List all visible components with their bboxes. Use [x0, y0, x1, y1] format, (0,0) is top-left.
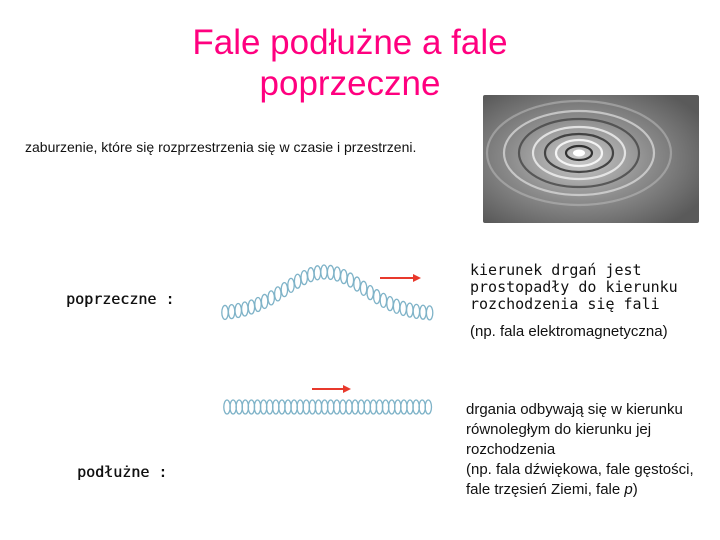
transverse-description: kierunek drgań jest prostopadły do kierunku rozchodzenia się fali — [470, 261, 678, 313]
spring-coil — [301, 271, 307, 285]
spring-coil — [255, 297, 261, 311]
spring-coil — [308, 268, 314, 282]
spring-coil — [370, 400, 376, 414]
spring-coil — [242, 400, 248, 414]
spring-coil — [297, 400, 303, 414]
spring-coil — [275, 287, 281, 301]
spring-coil — [248, 300, 254, 314]
spring-coil — [401, 400, 407, 414]
spring-coil — [279, 400, 285, 414]
spring-coil — [321, 400, 327, 414]
spring-coil — [419, 400, 425, 414]
spring-coil — [334, 267, 340, 281]
spring-coil — [268, 291, 274, 305]
longitudinal-description-block — [466, 400, 716, 500]
transverse-wave-spring — [215, 258, 445, 338]
spring-coil — [294, 274, 300, 288]
spring-coil — [352, 400, 358, 414]
spring-coil — [285, 400, 291, 414]
spring-coil — [387, 297, 393, 311]
spring-coil — [395, 400, 401, 414]
spring-coil — [260, 400, 266, 414]
title-line-2: poprzeczne — [259, 64, 441, 103]
slide-title — [140, 22, 560, 104]
spring-coil — [267, 400, 273, 414]
spring-coil — [321, 265, 327, 279]
spring-coil — [341, 270, 347, 284]
spring-coil — [228, 305, 234, 319]
spring-coil — [374, 290, 380, 304]
spring-coil — [327, 265, 333, 279]
spring-coil — [273, 400, 279, 414]
spring-coil — [281, 283, 287, 297]
spring-coil — [224, 400, 230, 414]
spring-coil — [426, 306, 432, 320]
longitudinal-example: (np. fala dźwiękowa, fale gęstości, fale trzęsień Ziemi, fale p) — [466, 461, 694, 498]
spring-coil — [248, 400, 254, 414]
spring-coil — [242, 302, 248, 316]
spring-coil — [413, 304, 419, 318]
title-line-1: Fale podłużne a fale — [192, 23, 508, 62]
spring-coil — [367, 286, 373, 300]
spring-coil — [347, 273, 353, 287]
spring-coil — [420, 305, 426, 319]
spring-coil — [334, 400, 340, 414]
spring-coil — [376, 400, 382, 414]
spring-coil — [340, 400, 346, 414]
spring-coil — [389, 400, 395, 414]
spring-coil — [254, 400, 260, 414]
transverse-label: poprzeczne : — [66, 290, 175, 308]
spring-coil — [314, 266, 320, 280]
spring-coil — [382, 400, 388, 414]
spring-coil — [288, 278, 294, 292]
spring-coil — [328, 400, 334, 414]
spring-coil — [346, 400, 352, 414]
spring-coil — [309, 400, 315, 414]
spring-coil — [407, 400, 413, 414]
water-ripple-image — [483, 95, 699, 223]
spring-coil — [261, 294, 267, 308]
wave-definition: zaburzenie, które się rozprzestrzenia się w czasie i przestrzeni. — [25, 139, 417, 155]
spring-coil — [393, 299, 399, 313]
spring-coil — [380, 293, 386, 307]
longitudinal-label: podłużne : — [77, 463, 168, 481]
spring-coil — [291, 400, 297, 414]
spring-coil — [425, 400, 431, 414]
spring-coil — [235, 304, 241, 318]
spring-coil — [315, 400, 321, 414]
spring-coil — [413, 400, 419, 414]
longitudinal-wave-spring — [215, 380, 445, 425]
spring-coil — [360, 281, 366, 295]
spring-coil — [364, 400, 370, 414]
spring-coil — [400, 301, 406, 315]
longitudinal-description: drgania odbywają się w kierunku równoległym do kierunku jej rozchodzenia — [466, 401, 683, 458]
spring-coil — [222, 305, 228, 319]
spring-coil — [407, 303, 413, 317]
spring-coil — [303, 400, 309, 414]
spring-coil — [230, 400, 236, 414]
spring-coil — [358, 400, 364, 414]
spring-coil — [354, 277, 360, 291]
transverse-example: (np. fala elektromagnetyczna) — [470, 323, 668, 340]
spring-coil — [236, 400, 242, 414]
